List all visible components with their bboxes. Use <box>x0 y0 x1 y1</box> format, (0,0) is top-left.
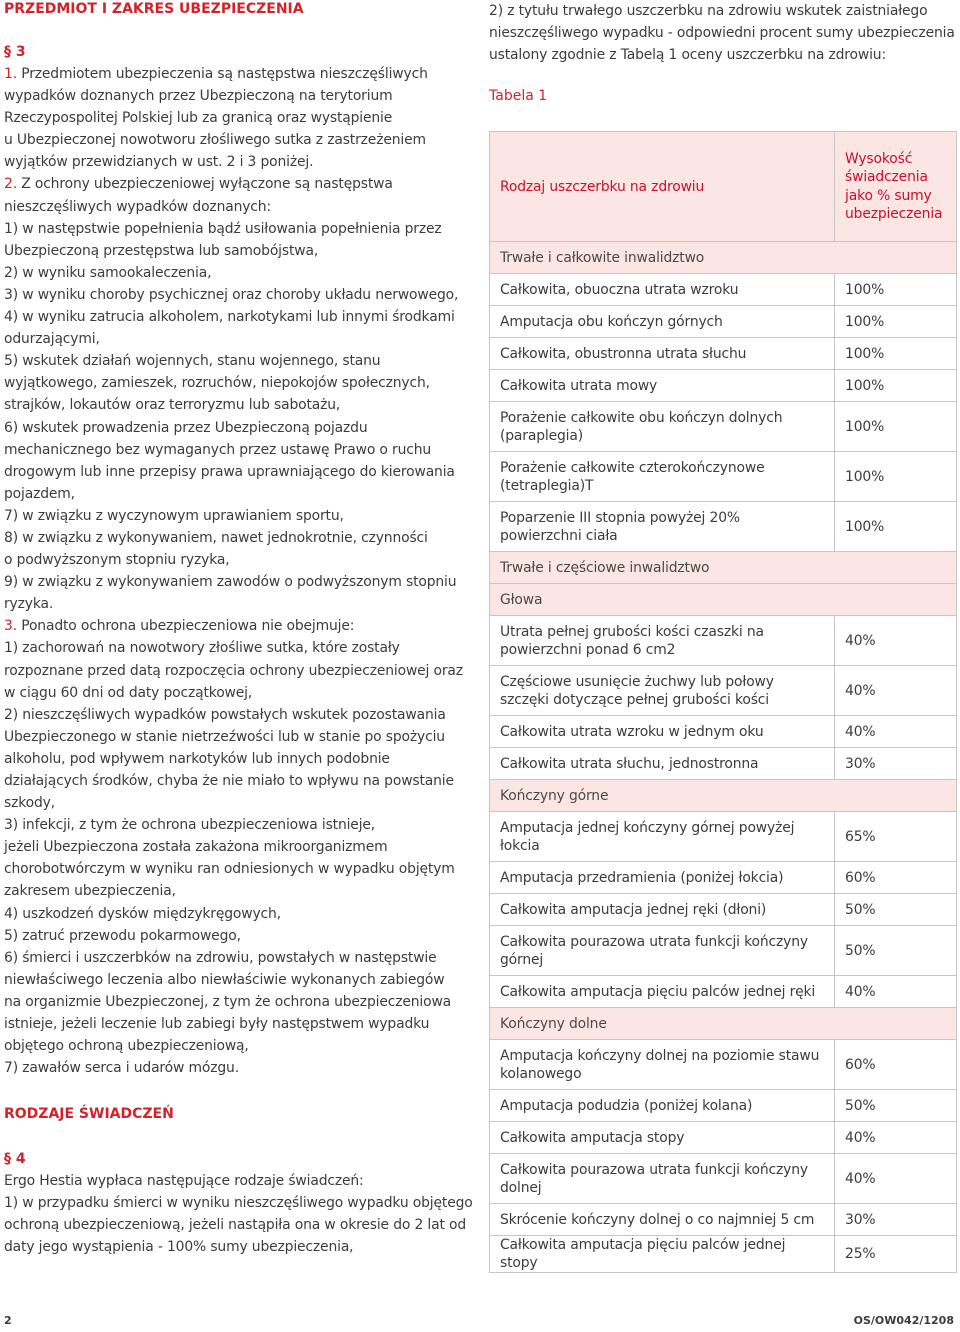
section-4-text <box>4 1170 473 1258</box>
section-3-line: niewłaściwego leczenia albo niewłaściwie wykonanych zabiegów <box>4 971 445 988</box>
table-section-row <box>490 780 957 812</box>
injury-label: Poparzenie III stopnia powyżej 20% powierzchni ciała <box>490 502 835 552</box>
table-row <box>490 338 957 370</box>
benefit-percent: 40% <box>835 1154 957 1204</box>
section-3-line: o podwyższonym stopniu ryzyka, <box>4 552 230 569</box>
section-3-line: 4) uszkodzeń dysków międzykręgowych, <box>4 905 281 922</box>
injury-label: Całkowita pourazowa utrata funkcji kończyny górnej <box>490 926 835 976</box>
table-row <box>490 306 957 338</box>
injury-label: Całkowita utrata słuchu, jednostronna <box>490 748 835 780</box>
section-3-line: 7) w związku z wyczynowym uprawianiem sportu, <box>4 507 344 524</box>
benefit-percent: 100% <box>835 274 957 306</box>
table-section-row <box>490 242 957 274</box>
paragraph-marker: 3. <box>4 618 22 635</box>
section-3-line: 9) w związku z wykonywaniem zawodów o podwyższonym stopniu <box>4 574 457 591</box>
table-section-row <box>490 1008 957 1040</box>
document-code: OS/OW042/1208 <box>853 1314 954 1327</box>
benefit-percent: 30% <box>835 1204 957 1236</box>
section-3-line: 2) nieszczęśliwych wypadków powstałych wskutek pozostawania <box>4 706 446 723</box>
section-3-line: wyjątkowego, zamieszek, rozruchów, niepokojów społecznych, <box>4 375 430 392</box>
table-row <box>490 666 957 716</box>
section-3-line: ryzyka. <box>4 596 54 613</box>
benefit-percent: 50% <box>835 894 957 926</box>
section-3-line: 3) infekcji, z tym że ochrona ubezpieczeniowa istnieje, <box>4 817 376 834</box>
table-row <box>490 1090 957 1122</box>
table-row <box>490 402 957 452</box>
section-3-line: wyjątków przewidzianych w ust. 2 i 3 poniżej. <box>4 154 314 171</box>
table-row <box>490 502 957 552</box>
section-3-line: istnieje, jeżeli leczenie lub zabiegi były następstwem wypadku <box>4 1016 430 1033</box>
section-3-line: alkoholu, pod wpływem narkotyków lub innych podobnie <box>4 750 390 767</box>
table-row <box>490 894 957 926</box>
benefit-percent: 30% <box>835 748 957 780</box>
section-4-number: § 4 <box>4 1151 26 1167</box>
section-3-line: 7) zawałów serca i udarów mózgu. <box>4 1060 239 1077</box>
benefit-percent: 100% <box>835 402 957 452</box>
table-row <box>490 1040 957 1090</box>
table-row <box>490 452 957 502</box>
table-row <box>490 1204 957 1236</box>
section-3-line: na organizmie Ubezpieczonej, z tym że ochrona ubezpieczeniowa <box>4 993 452 1010</box>
injury-label: Amputacja kończyny dolnej na poziomie stawu kolanowego <box>490 1040 835 1090</box>
section-3-line: 1) zachorowań na nowotwory złośliwe sutka, które zostały <box>4 640 400 657</box>
section-3-line: strajków, lokautów oraz terroryzmu lub sabotażu, <box>4 397 341 414</box>
benefit-percent: 40% <box>835 1122 957 1154</box>
section-3-line: drogowym lub inne przepisy prawa uprawniającego do kierowania <box>4 463 455 480</box>
section-3-line: objętego ochroną ubezpieczeniową, <box>4 1038 249 1055</box>
section-3-line: odurzającymi, <box>4 331 100 348</box>
injury-label: Porażenie całkowite obu kończyn dolnych (paraplegia) <box>490 402 835 452</box>
section-label: Kończyny dolne <box>490 1008 957 1040</box>
section-3-line: Rzeczypospolitej Polskiej lub za granicą oraz wystąpienie <box>4 110 393 127</box>
section-3-line: 6) wskutek prowadzenia przez Ubezpieczoną pojazdu <box>4 419 368 436</box>
benefit-percent: 40% <box>835 976 957 1008</box>
header-benefit-line: jako % sumy <box>845 187 932 204</box>
benefit-percent: 50% <box>835 1090 957 1122</box>
section-3-line: 2. Z ochrony ubezpieczeniowej wyłączone są następstwa <box>4 176 393 193</box>
injury-label: Całkowita amputacja pięciu palców jednej ręki <box>490 976 835 1008</box>
table-section-row <box>490 584 957 616</box>
injury-label: Utrata pełnej grubości kości czaszki na powierzchni ponad 6 cm2 <box>490 616 835 666</box>
benefit-percent: 40% <box>835 616 957 666</box>
injury-label: Całkowita utrata mowy <box>490 370 835 402</box>
paragraph-marker: 2. <box>4 176 22 193</box>
section-3-line: 1) w następstwie popełnienia bądź usiłowania popełnienia przez <box>4 220 442 237</box>
table-row <box>490 274 957 306</box>
section-label: Trwałe i całkowite inwalidztwo <box>490 242 957 274</box>
section-3-line: wypadków doznanych przez Ubezpieczoną na terytorium <box>4 88 393 105</box>
injury-label: Całkowita, obustronna utrata słuchu <box>490 338 835 370</box>
section-label: Głowa <box>490 584 957 616</box>
injury-label: Całkowita utrata wzroku w jednym oku <box>490 716 835 748</box>
section-3-line: rozpoznane przed datą rozpoczęcia ochrony ubezpieczeniowej oraz <box>4 662 463 679</box>
section-3-line: 4) w wyniku zatrucia alkoholem, narkotykami lub innymi środkami <box>4 309 455 326</box>
table-row <box>490 370 957 402</box>
table-section-row <box>490 552 957 584</box>
section-3-line: u Ubezpieczonej nowotworu złośliwego sutka z zastrzeżeniem <box>4 132 426 149</box>
injury-label: Częściowe usunięcie żuchwy lub połowy szczęki dotyczące pełnej grubości kości <box>490 666 835 716</box>
table-row <box>490 1122 957 1154</box>
section-3-line: 8) w związku z wykonywaniem, nawet jednokrotnie, czynności <box>4 529 428 546</box>
benefit-percent: 100% <box>835 338 957 370</box>
section-3-line: Ubezpieczonego w stanie nietrzeźwości lub w stanie po spożyciu <box>4 728 445 745</box>
heading-subject: PRZEDMIOT I ZAKRES UBEZPIECZENIA <box>4 1 304 17</box>
injury-label: Amputacja obu kończyn górnych <box>490 306 835 338</box>
header-benefit-line: ubezpieczenia <box>845 206 943 222</box>
section-4-line: daty jego wystąpienia - 100% sumy ubezpieczenia, <box>4 1239 354 1256</box>
section-3-line: 2) w wyniku samookaleczenia, <box>4 264 212 281</box>
injury-label: Całkowita amputacja jednej ręki (dłoni) <box>490 894 835 926</box>
table-row <box>490 976 957 1008</box>
page-number: 2 <box>4 1314 12 1327</box>
section-3-line: Ubezpieczoną przestępstwa lub samobójstwa, <box>4 242 319 259</box>
benefit-percent: 100% <box>835 502 957 552</box>
section-4-line: ochroną ubezpieczeniową, jeżeli nastąpiła ona w okresie do 2 lat od <box>4 1217 467 1234</box>
section-3-text <box>4 63 463 1079</box>
section-3-line: 1. Przedmiotem ubezpieczenia są następstwa nieszczęśliwych <box>4 66 428 82</box>
injury-label: Amputacja przedramienia (poniżej łokcia) <box>490 862 835 894</box>
benefit-percent: 100% <box>835 370 957 402</box>
section-3-line: działających środków, chyba że nie miało to wpływu na powstanie <box>4 773 454 789</box>
benefit-percent: 40% <box>835 666 957 716</box>
injury-label: Całkowita amputacja stopy <box>490 1122 835 1154</box>
intro-line: 2) z tytułu trwałego uszczerbku na zdrowiu wskutek zaistniałego <box>489 3 928 19</box>
injury-label: Porażenie całkowite czterokończynowe (tetraplegia)T <box>490 452 835 502</box>
section-3-line: pojazdem, <box>4 485 75 502</box>
section-3-line: nieszczęśliwych wypadków doznanych: <box>4 198 271 215</box>
benefit-intro-text <box>489 0 955 66</box>
benefit-percent: 100% <box>835 452 957 502</box>
header-benefit-percent <box>835 132 957 242</box>
heading-benefits: RODZAJE ŚWIADCZEŃ <box>4 1106 174 1122</box>
intro-line: nieszczęśliwego wypadku - odpowiedni procent sumy ubezpieczenia <box>489 25 955 41</box>
benefit-percent: 60% <box>835 862 957 894</box>
table-header-row <box>490 132 957 242</box>
table-row <box>490 1154 957 1204</box>
section-3-line: zakresem ubezpieczenia, <box>4 883 176 900</box>
intro-line: ustalony zgodnie z Tabelą 1 oceny uszczerbku na zdrowiu: <box>489 47 886 63</box>
section-3-line: w ciągu 60 dni od daty początkowej, <box>4 684 253 701</box>
table-row <box>490 716 957 748</box>
section-3-line: 6) śmierci i uszczerbków na zdrowiu, powstałych w następstwie <box>4 949 437 966</box>
benefit-percent: 60% <box>835 1040 957 1090</box>
table-label: Tabela 1 <box>489 88 548 104</box>
table-row <box>490 862 957 894</box>
header-benefit-line: świadczenia <box>845 169 928 185</box>
injury-table <box>489 131 957 1273</box>
section-3-line: 3. Ponadto ochrona ubezpieczeniowa nie obejmuje: <box>4 618 355 635</box>
section-3-line: chorobotwórczym w wyniku ran odniesionych w wypadku objętym <box>4 861 455 878</box>
section-3-line: 3) w wyniku choroby psychicznej oraz choroby układu nerwowego, <box>4 286 459 303</box>
benefit-percent: 100% <box>835 306 957 338</box>
injury-label: Amputacja podudzia (poniżej kolana) <box>490 1090 835 1122</box>
section-label: Trwałe i częściowe inwalidztwo <box>490 552 957 584</box>
table-row <box>490 748 957 780</box>
section-3-number: § 3 <box>4 44 26 60</box>
injury-label: Całkowita amputacja pięciu palców jednej stopy <box>490 1236 835 1273</box>
benefit-percent: 50% <box>835 926 957 976</box>
section-4-line: 1) w przypadku śmierci w wyniku nieszczęśliwego wypadku objętego <box>4 1195 473 1212</box>
benefit-percent: 65% <box>835 812 957 862</box>
section-label: Kończyny górne <box>490 780 957 812</box>
injury-label: Amputacja jednej kończyny górnej powyżej łokcia <box>490 812 835 862</box>
section-4-line: Ergo Hestia wypłaca następujące rodzaje świadczeń: <box>4 1173 364 1189</box>
section-3-line: mechanicznego bez wymaganych przez ustawę Prawo o ruchu <box>4 441 432 458</box>
injury-label: Całkowita, obuoczna utrata wzroku <box>490 274 835 306</box>
injury-label: Skrócenie kończyny dolnej o co najmniej 5 cm <box>490 1204 835 1236</box>
table-row <box>490 812 957 862</box>
benefit-percent: 25% <box>835 1236 957 1273</box>
section-3-line: szkody, <box>4 795 55 812</box>
header-benefit-line: Wysokość <box>845 150 913 167</box>
table-row <box>490 926 957 976</box>
injury-label: Całkowita pourazowa utrata funkcji kończyny dolnej <box>490 1154 835 1204</box>
section-3-line: 5) zatruć przewodu pokarmowego, <box>4 927 241 944</box>
section-3-line: 5) wskutek działań wojennych, stanu wojennego, stanu <box>4 353 381 370</box>
header-injury-type: Rodzaj uszczerbku na zdrowiu <box>490 132 835 242</box>
paragraph-marker: 1. <box>4 66 22 82</box>
benefit-percent: 40% <box>835 716 957 748</box>
table-row <box>490 616 957 666</box>
section-3-line: jeżeli Ubezpieczona została zakażona mikroorganizmem <box>4 839 388 856</box>
table-row <box>490 1236 957 1273</box>
